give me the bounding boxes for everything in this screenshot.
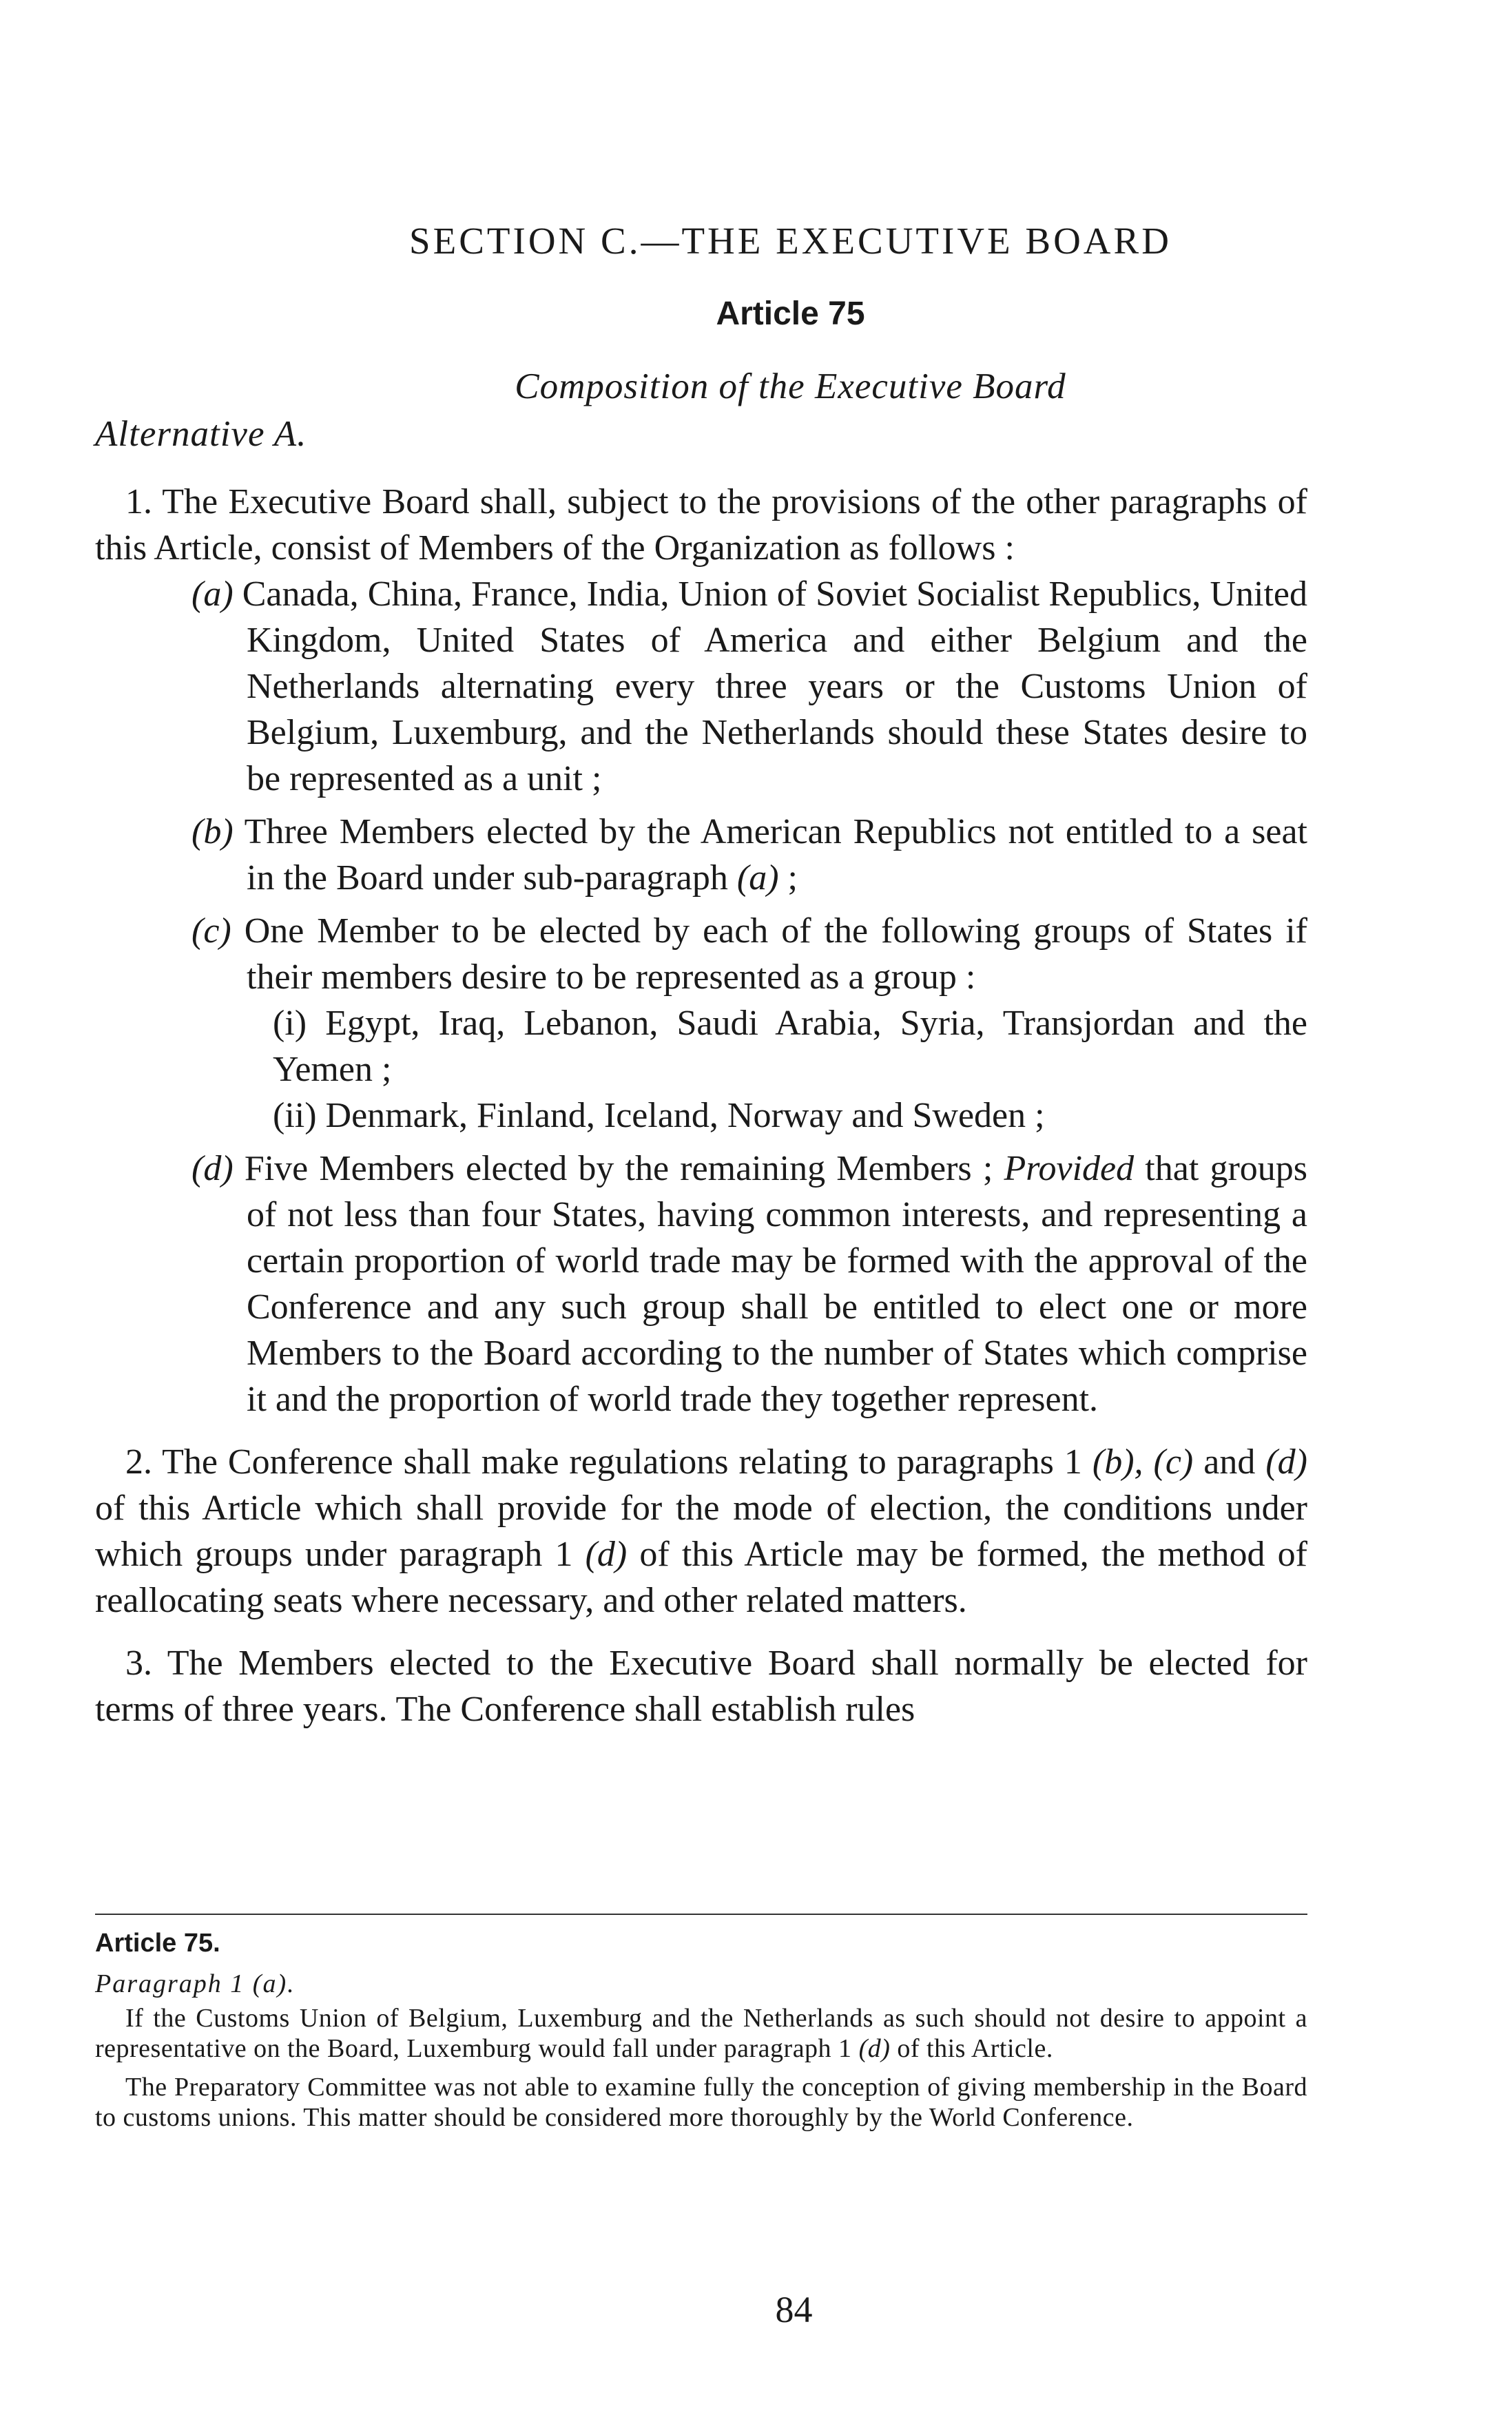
paragraph-2-ref-c: (c) [1153, 1442, 1194, 1482]
alternative-label: Alternative A. [95, 414, 307, 454]
item-b-ref: (a) [736, 858, 779, 898]
item-a-label: (a) [191, 574, 234, 614]
footnote-title: Article 75. [95, 1929, 220, 1958]
paragraph-2-ref-d: (d) [1265, 1442, 1307, 1482]
article-body [95, 479, 1307, 1732]
item-c-label: (c) [191, 911, 231, 951]
section-title: SECTION C.—THE EXECUTIVE BOARD [409, 220, 1172, 262]
footnote-note-2: The Preparatory Committee was not able to examine fully the conception of giving membership in the Board to customs unions. This matter should be considered more thoroughly by the World Conference. [95, 2073, 1307, 2132]
footnote-subtitle: Paragraph 1 (a). [95, 1969, 296, 1998]
item-c-ii [95, 1092, 1307, 1139]
paragraph-3: 3. The Members elected to the Executive Board shall normally be elected for terms of three years. The Conference shall establish rules [95, 1644, 1307, 1729]
item-a [95, 571, 1307, 802]
item-b-text-1: Three Members elected by the American Republics not entitled to a seat in the Board under sub-paragraph [244, 812, 1307, 898]
item-d-label: (d) [191, 1149, 234, 1188]
item-c-i-text: (i) Egypt, Iraq, Lebanon, Saudi Arabia, Syria, Transjordan and the Yemen ; [273, 1004, 1307, 1089]
item-c-ii-text: (ii) Denmark, Finland, Iceland, Norway and Sweden ; [273, 1096, 1045, 1135]
item-b-label: (b) [191, 812, 234, 851]
item-a-text: Canada, China, France, India, Union of Soviet Socialist Republics, United Kingdom, United States of America and either Belgium and the Netherlands alternating every three years or the Customs Union of Belgium, Luxemburg, and the Netherlands should these States desire to be represented as a unit ; [242, 574, 1307, 798]
article-subtitle: Composition of the Executive Board [515, 366, 1066, 406]
footnote-note-1-text-2: of this Article. [890, 2034, 1053, 2063]
paragraph-2-text-1: 2. The Conference shall make regulations relating to paragraphs 1 [125, 1442, 1092, 1482]
footnote-note-1 [95, 2003, 1307, 2064]
paragraph-2-ref-d2: (d) [585, 1535, 628, 1574]
item-d-text-1: Five Members elected by the remaining Members ; [244, 1149, 1004, 1188]
footnote-body [95, 2003, 1307, 2141]
item-d-provided: Provided [1004, 1149, 1135, 1188]
article-title: Article 75 [716, 296, 865, 332]
item-b-text-2: ; [778, 858, 798, 898]
item-c-text: One Member to be elected by each of the following groups of States if their members desire to be represented as a group : [244, 911, 1307, 997]
paragraph-2 [95, 1439, 1307, 1624]
item-c [95, 908, 1307, 1000]
footnote-note-1-ref: (d) [858, 2034, 891, 2063]
paragraph-2-text-2: of this Article which shall provide for the mode of election, the conditions under which groups under paragraph 1 [95, 1489, 1307, 1574]
footnote-divider [95, 1914, 1307, 1915]
footnote-note-1-text-1: If the Customs Union of Belgium, Luxemburg and the Netherlands as such should not desire to appoint a representative on the Board, Luxemburg would fall under paragraph 1 [95, 2004, 1307, 2063]
paragraph-2-ref-b: (b), [1092, 1442, 1143, 1482]
item-d [95, 1146, 1307, 1422]
item-b [95, 809, 1307, 901]
item-d-text-2: that groups of not less than four States, having common interests, and representing a certain proportion of world trade may be formed with the approval of the Conference and any such group shall be entitled to elect one or more Members to the Board according to the number of States which comprise it and the proportion of world trade they together represent. [247, 1149, 1307, 1419]
item-c-i [95, 1000, 1307, 1092]
paragraph-1: 1. The Executive Board shall, subject to the provisions of the other paragraphs of this Article, consist of Members of the Organization as follows : [95, 482, 1307, 568]
paragraph-2-and: and [1193, 1442, 1266, 1482]
paragraph-2-text-3: of this Article may be formed, the method of reallocating seats where necessary, and other related matters. [95, 1535, 1307, 1620]
page-number: 84 [775, 2289, 813, 2330]
